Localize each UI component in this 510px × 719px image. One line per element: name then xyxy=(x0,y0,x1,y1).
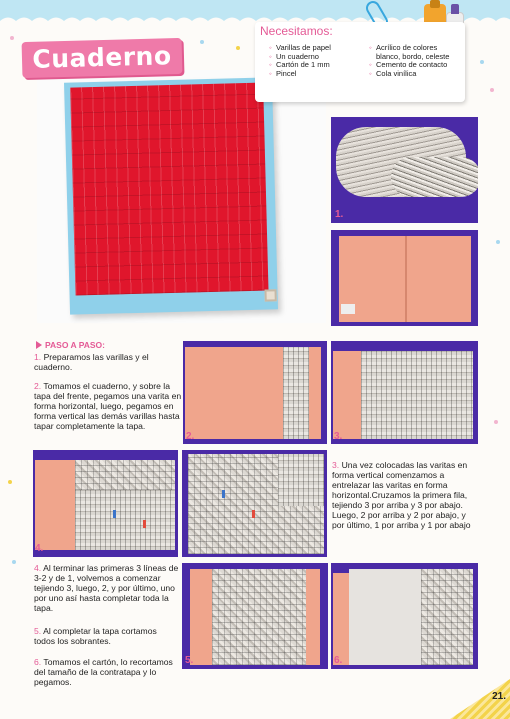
confetti-dot xyxy=(490,88,494,92)
finished-notebook xyxy=(64,77,278,314)
step-4-text: 4. Al terminar las primeras 3 líneas de 3-2 y de 1, volvemos a comenzar tejiendo 3, luego, 2, y por último, uno por uno así hasta completar toda la tapa. xyxy=(34,563,179,613)
step-1-text: 1. Preparamos las varillas y el cuaderno. xyxy=(34,352,149,372)
confetti-dot xyxy=(12,560,16,564)
confetti-dot xyxy=(200,40,204,44)
page-number: 21. xyxy=(492,691,506,702)
step-photo-2 xyxy=(183,341,327,444)
confetti-dot xyxy=(8,480,12,484)
hero-photo xyxy=(37,70,326,323)
step-photo-6 xyxy=(331,563,478,669)
step-photo-3 xyxy=(331,341,478,444)
step-3-text: 3. Una vez colocadas las varitas en forma vertical comenzamos a entrelazar las varitas en forma horizontal.Cruzamos la primera fila, tejiendo 3 por arriba y 3 por abajo. Luego, 2 por arriba y 2 por abajo, y por último, 1 por arriba y 1 por abajo xyxy=(332,460,471,530)
material-item: ◦ Cartón de 1 mm xyxy=(269,61,359,70)
confetti-dot xyxy=(494,420,498,424)
photo-number: 5. xyxy=(185,655,194,666)
page-title: Cuaderno xyxy=(32,41,172,74)
step-6-text: 6. Tomamos el cartón, lo recortamos del tamaño de la contratapa y lo pegamos. xyxy=(34,657,173,687)
material-item: ◦ Un cuaderno xyxy=(269,53,359,62)
confetti-dot xyxy=(236,46,240,50)
material-item: ◦ Cemento de contacto xyxy=(369,61,461,70)
photo-number: 2. xyxy=(186,431,195,442)
step-by-step-heading: PASO A PASO: xyxy=(36,340,105,350)
confetti-dot xyxy=(496,240,500,244)
material-item: ◦ Acrílico de colores blanco, bordo, celeste xyxy=(369,44,461,61)
corner-ornament xyxy=(264,289,276,301)
woven-red-cover xyxy=(70,83,268,296)
material-item: ◦ Varillas de papel xyxy=(269,44,359,53)
step-photo-4b xyxy=(182,450,327,557)
confetti-dot xyxy=(480,60,484,64)
material-item: ◦ Cola vinílica xyxy=(369,70,461,79)
materials-list-left xyxy=(269,44,359,78)
confetti-dot xyxy=(10,36,14,40)
step-2-text: 2. Tomamos el cuaderno, y sobre la tapa del frente, pegamos una varita en forma horizontal, luego, pegamos en forma vertical las demás varillas hasta tapar completamente la tapa. xyxy=(34,381,182,431)
photo-number: 1. xyxy=(335,209,344,220)
cardboard xyxy=(349,569,421,665)
photo-number: 6. xyxy=(334,655,343,666)
materials-list-right xyxy=(369,44,461,78)
photo-number: 3. xyxy=(334,431,343,442)
materials-heading: Necesitamos: xyxy=(260,24,333,38)
step-photo-5 xyxy=(182,563,328,669)
step-photo-1b xyxy=(331,230,478,326)
material-item: ◦ Pincel xyxy=(269,70,359,79)
title-banner xyxy=(22,38,183,78)
photo-number: 4. xyxy=(35,543,44,554)
step-5-text: 5. Al completar la tapa cortamos todos los sobrantes. xyxy=(34,626,157,646)
step-photo-1 xyxy=(331,117,478,223)
materials-box xyxy=(255,22,465,102)
step-photo-4 xyxy=(33,450,178,557)
label-sticker xyxy=(341,304,355,314)
